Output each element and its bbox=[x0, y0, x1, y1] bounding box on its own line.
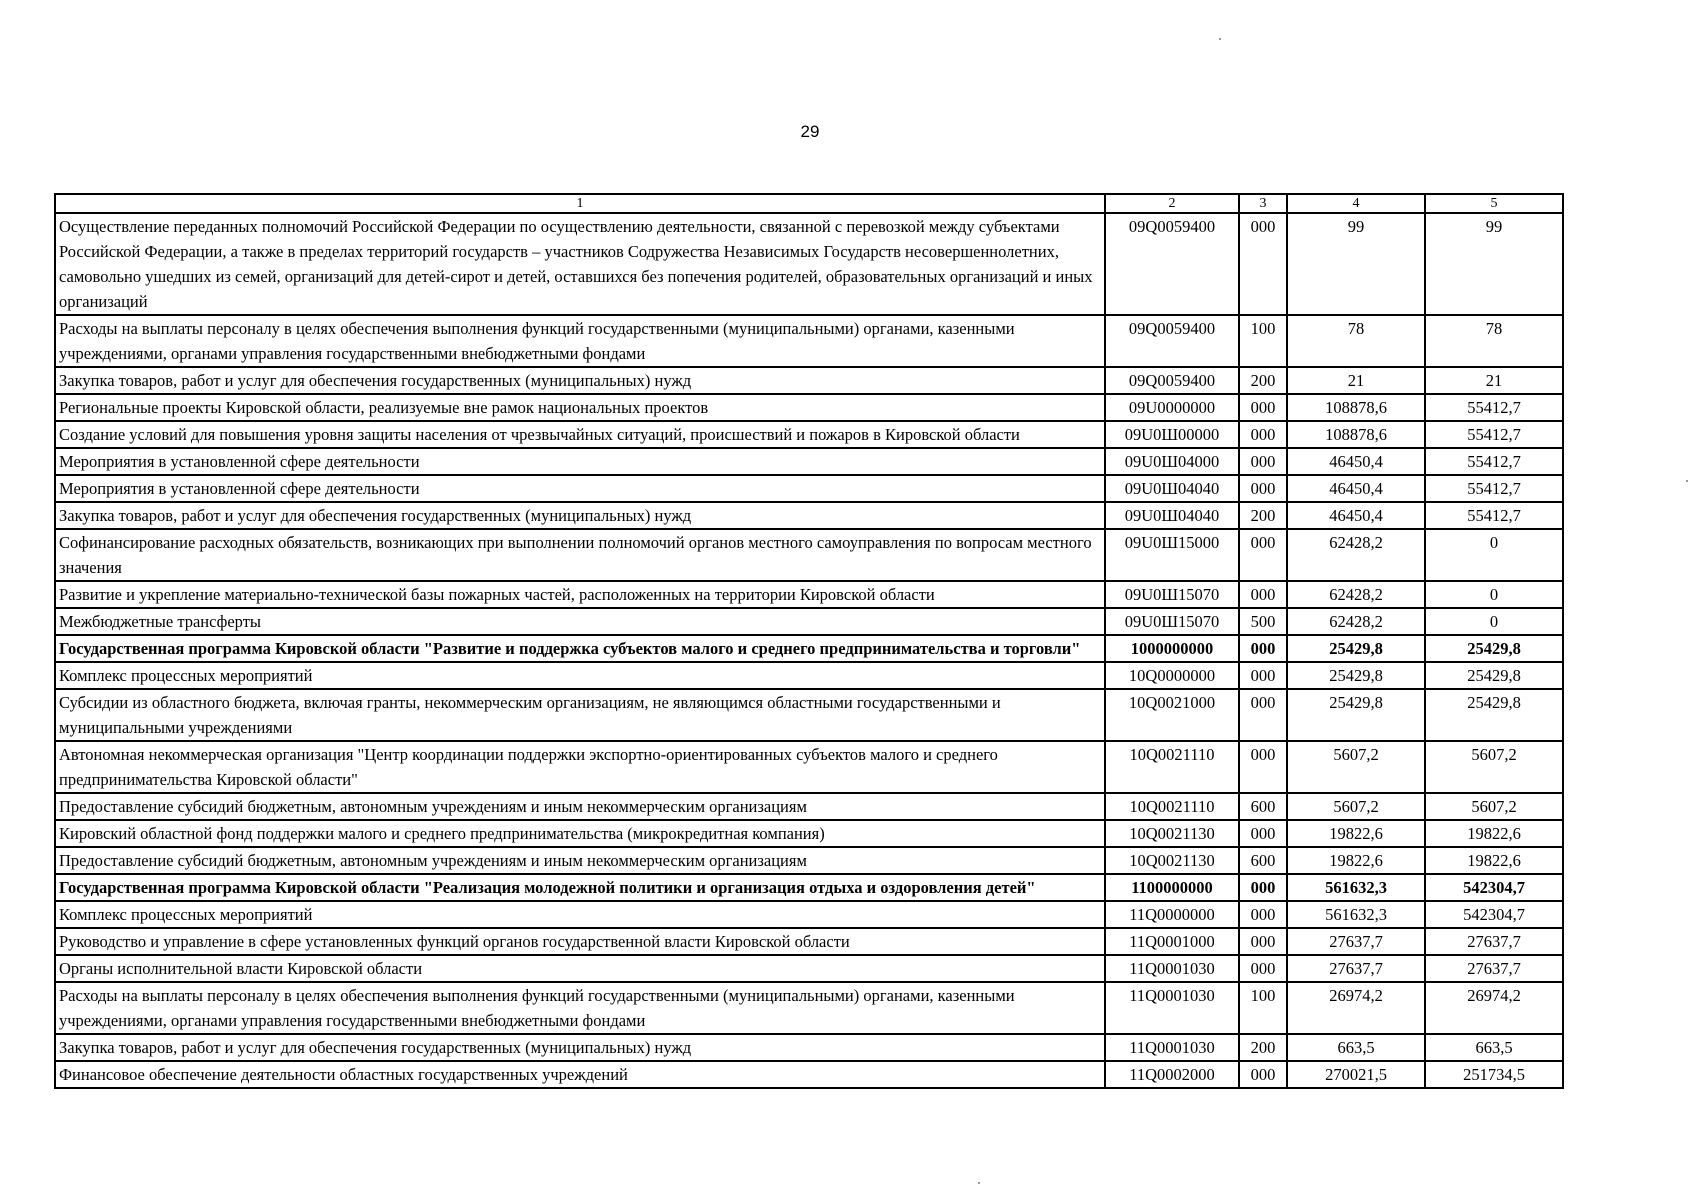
table-row bbox=[55, 741, 1563, 793]
table-row bbox=[55, 394, 1563, 421]
table-row bbox=[55, 982, 1563, 1034]
amount-year-2-cell: 99 bbox=[1425, 213, 1563, 315]
target-code-cell: 10Q0021130 bbox=[1105, 847, 1239, 874]
row-name-cell: Софинансирование расходных обязательств, возникающих при выполнении полномочий органов местного самоуправления по вопросам местного значения bbox=[55, 529, 1105, 581]
amount-year-1-cell: 561632,3 bbox=[1287, 901, 1425, 928]
table-row bbox=[55, 1034, 1563, 1061]
target-code-cell: 09U0Ш04040 bbox=[1105, 502, 1239, 529]
expense-type-cell: 000 bbox=[1239, 475, 1287, 502]
row-name-cell: Межбюджетные трансферты bbox=[55, 608, 1105, 635]
amount-year-2-cell: 663,5 bbox=[1425, 1034, 1563, 1061]
table-row bbox=[55, 928, 1563, 955]
column-header-2: 2 bbox=[1105, 194, 1239, 213]
table-row bbox=[55, 662, 1563, 689]
expense-type-cell: 000 bbox=[1239, 689, 1287, 741]
row-name-cell: Расходы на выплаты персоналу в целях обеспечения выполнения функций государственными (муниципальными) органами, казенными учреждениями, органами управления государственными внебюджетными фондами bbox=[55, 982, 1105, 1034]
table-row bbox=[55, 847, 1563, 874]
amount-year-1-cell: 19822,6 bbox=[1287, 820, 1425, 847]
amount-year-2-cell: 0 bbox=[1425, 529, 1563, 581]
row-name-cell: Создание условий для повышения уровня защиты населения от чрезвычайных ситуаций, происшествий и пожаров в Кировской области bbox=[55, 421, 1105, 448]
row-name-cell: Комплекс процессных мероприятий bbox=[55, 662, 1105, 689]
target-code-cell: 09U0Ш00000 bbox=[1105, 421, 1239, 448]
amount-year-2-cell: 542304,7 bbox=[1425, 901, 1563, 928]
amount-year-1-cell: 663,5 bbox=[1287, 1034, 1425, 1061]
row-name-cell: Органы исполнительной власти Кировской области bbox=[55, 955, 1105, 982]
target-code-cell: 10Q0021000 bbox=[1105, 689, 1239, 741]
amount-year-2-cell: 55412,7 bbox=[1425, 502, 1563, 529]
expense-type-cell: 000 bbox=[1239, 820, 1287, 847]
table-row bbox=[55, 213, 1563, 315]
amount-year-1-cell: 108878,6 bbox=[1287, 394, 1425, 421]
amount-year-2-cell: 55412,7 bbox=[1425, 475, 1563, 502]
expense-type-cell: 000 bbox=[1239, 1061, 1287, 1088]
amount-year-1-cell: 5607,2 bbox=[1287, 793, 1425, 820]
expense-type-cell: 000 bbox=[1239, 529, 1287, 581]
expense-type-cell: 000 bbox=[1239, 394, 1287, 421]
target-code-cell: 1000000000 bbox=[1105, 635, 1239, 662]
amount-year-1-cell: 21 bbox=[1287, 367, 1425, 394]
table-row bbox=[55, 367, 1563, 394]
scan-speck bbox=[1219, 38, 1221, 40]
row-name-cell: Развитие и укрепление материально-технической базы пожарных частей, расположенных на территории Кировской области bbox=[55, 581, 1105, 608]
expense-type-cell: 000 bbox=[1239, 955, 1287, 982]
target-code-cell: 09U0Ш04040 bbox=[1105, 475, 1239, 502]
amount-year-2-cell: 55412,7 bbox=[1425, 448, 1563, 475]
amount-year-2-cell: 25429,8 bbox=[1425, 662, 1563, 689]
target-code-cell: 09Q0059400 bbox=[1105, 315, 1239, 367]
amount-year-2-cell: 25429,8 bbox=[1425, 689, 1563, 741]
expense-type-cell: 000 bbox=[1239, 581, 1287, 608]
amount-year-2-cell: 27637,7 bbox=[1425, 928, 1563, 955]
scan-speck bbox=[1686, 480, 1688, 482]
table-body bbox=[55, 213, 1563, 1088]
expense-type-cell: 200 bbox=[1239, 502, 1287, 529]
expense-type-cell: 200 bbox=[1239, 367, 1287, 394]
target-code-cell: 10Q0021110 bbox=[1105, 793, 1239, 820]
table-row bbox=[55, 820, 1563, 847]
row-name-cell: Осуществление переданных полномочий Российской Федерации по осуществлению деятельности, связанной с перевозкой между субъектами Российской Федерации, а также в пределах территорий государств – участников Содружества Независимых Государств несовершеннолетних, самовольно ушедших из семей, организаций для детей-сирот и детей, оставшихся без попечения родителей, образовательных организаций и иных организаций bbox=[55, 213, 1105, 315]
table-row bbox=[55, 955, 1563, 982]
amount-year-2-cell: 5607,2 bbox=[1425, 793, 1563, 820]
row-name-cell: Кировский областной фонд поддержки малого и среднего предпринимательства (микрокредитная компания) bbox=[55, 820, 1105, 847]
amount-year-2-cell: 55412,7 bbox=[1425, 421, 1563, 448]
table-row bbox=[55, 689, 1563, 741]
expense-type-cell: 100 bbox=[1239, 315, 1287, 367]
table-header bbox=[55, 194, 1563, 213]
target-code-cell: 1100000000 bbox=[1105, 874, 1239, 901]
expense-type-cell: 000 bbox=[1239, 213, 1287, 315]
amount-year-1-cell: 46450,4 bbox=[1287, 475, 1425, 502]
column-header-1: 1 bbox=[55, 194, 1105, 213]
amount-year-1-cell: 561632,3 bbox=[1287, 874, 1425, 901]
table-row bbox=[55, 608, 1563, 635]
row-name-cell: Государственная программа Кировской области "Развитие и поддержка субъектов малого и среднего предпринимательства и торговли" bbox=[55, 635, 1105, 662]
expense-type-cell: 600 bbox=[1239, 847, 1287, 874]
target-code-cell: 11Q0001000 bbox=[1105, 928, 1239, 955]
amount-year-2-cell: 251734,5 bbox=[1425, 1061, 1563, 1088]
column-header-3: 3 bbox=[1239, 194, 1287, 213]
amount-year-1-cell: 46450,4 bbox=[1287, 448, 1425, 475]
table-row bbox=[55, 793, 1563, 820]
target-code-cell: 09U0Ш04000 bbox=[1105, 448, 1239, 475]
row-name-cell: Закупка товаров, работ и услуг для обеспечения государственных (муниципальных) нужд bbox=[55, 1034, 1105, 1061]
amount-year-1-cell: 62428,2 bbox=[1287, 608, 1425, 635]
amount-year-1-cell: 25429,8 bbox=[1287, 689, 1425, 741]
row-name-cell: Государственная программа Кировской области "Реализация молодежной политики и организация отдыха и оздоровления детей" bbox=[55, 874, 1105, 901]
amount-year-2-cell: 27637,7 bbox=[1425, 955, 1563, 982]
row-name-cell: Мероприятия в установленной сфере деятельности bbox=[55, 448, 1105, 475]
amount-year-2-cell: 21 bbox=[1425, 367, 1563, 394]
table-row bbox=[55, 475, 1563, 502]
amount-year-1-cell: 62428,2 bbox=[1287, 529, 1425, 581]
expense-type-cell: 000 bbox=[1239, 448, 1287, 475]
target-code-cell: 09U0Ш15070 bbox=[1105, 608, 1239, 635]
amount-year-1-cell: 27637,7 bbox=[1287, 928, 1425, 955]
amount-year-2-cell: 5607,2 bbox=[1425, 741, 1563, 793]
column-header-4: 4 bbox=[1287, 194, 1425, 213]
target-code-cell: 11Q0001030 bbox=[1105, 982, 1239, 1034]
scan-speck bbox=[978, 1182, 980, 1184]
amount-year-2-cell: 55412,7 bbox=[1425, 394, 1563, 421]
row-name-cell: Руководство и управление в сфере установленных функций органов государственной власти Кировской области bbox=[55, 928, 1105, 955]
target-code-cell: 11Q0000000 bbox=[1105, 901, 1239, 928]
target-code-cell: 11Q0001030 bbox=[1105, 1034, 1239, 1061]
expense-type-cell: 000 bbox=[1239, 635, 1287, 662]
amount-year-2-cell: 25429,8 bbox=[1425, 635, 1563, 662]
page-number: 29 bbox=[800, 122, 820, 141]
amount-year-2-cell: 0 bbox=[1425, 608, 1563, 635]
table-row bbox=[55, 1061, 1563, 1088]
expense-type-cell: 200 bbox=[1239, 1034, 1287, 1061]
expense-type-cell: 600 bbox=[1239, 793, 1287, 820]
row-name-cell: Закупка товаров, работ и услуг для обеспечения государственных (муниципальных) нужд bbox=[55, 502, 1105, 529]
amount-year-1-cell: 25429,8 bbox=[1287, 662, 1425, 689]
row-name-cell: Автономная некоммерческая организация "Центр координации поддержки экспортно-ориентированных субъектов малого и среднего предпринимательства Кировской области" bbox=[55, 741, 1105, 793]
target-code-cell: 09U0Ш15000 bbox=[1105, 529, 1239, 581]
amount-year-2-cell: 0 bbox=[1425, 581, 1563, 608]
table-row bbox=[55, 502, 1563, 529]
amount-year-1-cell: 46450,4 bbox=[1287, 502, 1425, 529]
expense-type-cell: 500 bbox=[1239, 608, 1287, 635]
table-row bbox=[55, 315, 1563, 367]
expense-type-cell: 000 bbox=[1239, 928, 1287, 955]
row-name-cell: Предоставление субсидий бюджетным, автономным учреждениям и иным некоммерческим организациям bbox=[55, 793, 1105, 820]
expense-type-cell: 100 bbox=[1239, 982, 1287, 1034]
row-name-cell: Расходы на выплаты персоналу в целях обеспечения выполнения функций государственными (муниципальными) органами, казенными учреждениями, органами управления государственными внебюджетными фондами bbox=[55, 315, 1105, 367]
expense-type-cell: 000 bbox=[1239, 662, 1287, 689]
row-name-cell: Региональные проекты Кировской области, реализуемые вне рамок национальных проектов bbox=[55, 394, 1105, 421]
expense-type-cell: 000 bbox=[1239, 874, 1287, 901]
budget-table bbox=[54, 193, 1564, 1089]
amount-year-1-cell: 270021,5 bbox=[1287, 1061, 1425, 1088]
row-name-cell: Предоставление субсидий бюджетным, автономным учреждениям и иным некоммерческим организациям bbox=[55, 847, 1105, 874]
table-row bbox=[55, 421, 1563, 448]
amount-year-2-cell: 19822,6 bbox=[1425, 847, 1563, 874]
amount-year-1-cell: 99 bbox=[1287, 213, 1425, 315]
row-name-cell: Закупка товаров, работ и услуг для обеспечения государственных (муниципальных) нужд bbox=[55, 367, 1105, 394]
table-row bbox=[55, 581, 1563, 608]
amount-year-1-cell: 62428,2 bbox=[1287, 581, 1425, 608]
column-number-row bbox=[55, 194, 1563, 213]
expense-type-cell: 000 bbox=[1239, 901, 1287, 928]
target-code-cell: 11Q0001030 bbox=[1105, 955, 1239, 982]
target-code-cell: 09Q0059400 bbox=[1105, 213, 1239, 315]
target-code-cell: 09U0000000 bbox=[1105, 394, 1239, 421]
amount-year-1-cell: 108878,6 bbox=[1287, 421, 1425, 448]
table-row bbox=[55, 874, 1563, 901]
table-row bbox=[55, 448, 1563, 475]
target-code-cell: 10Q0021130 bbox=[1105, 820, 1239, 847]
expense-type-cell: 000 bbox=[1239, 741, 1287, 793]
target-code-cell: 09U0Ш15070 bbox=[1105, 581, 1239, 608]
row-name-cell: Мероприятия в установленной сфере деятельности bbox=[55, 475, 1105, 502]
amount-year-1-cell: 19822,6 bbox=[1287, 847, 1425, 874]
row-name-cell: Финансовое обеспечение деятельности областных государственных учреждений bbox=[55, 1061, 1105, 1088]
row-name-cell: Комплекс процессных мероприятий bbox=[55, 901, 1105, 928]
table-row bbox=[55, 529, 1563, 581]
table-row bbox=[55, 901, 1563, 928]
amount-year-2-cell: 78 bbox=[1425, 315, 1563, 367]
target-code-cell: 10Q0000000 bbox=[1105, 662, 1239, 689]
amount-year-1-cell: 27637,7 bbox=[1287, 955, 1425, 982]
target-code-cell: 10Q0021110 bbox=[1105, 741, 1239, 793]
amount-year-1-cell: 78 bbox=[1287, 315, 1425, 367]
amount-year-2-cell: 542304,7 bbox=[1425, 874, 1563, 901]
row-name-cell: Субсидии из областного бюджета, включая гранты, некоммерческим организациям, не являющимся областными государственными и муниципальными учреждениями bbox=[55, 689, 1105, 741]
amount-year-1-cell: 5607,2 bbox=[1287, 741, 1425, 793]
target-code-cell: 11Q0002000 bbox=[1105, 1061, 1239, 1088]
target-code-cell: 09Q0059400 bbox=[1105, 367, 1239, 394]
expense-type-cell: 000 bbox=[1239, 421, 1287, 448]
amount-year-1-cell: 26974,2 bbox=[1287, 982, 1425, 1034]
column-header-5: 5 bbox=[1425, 194, 1563, 213]
table-row bbox=[55, 635, 1563, 662]
amount-year-2-cell: 26974,2 bbox=[1425, 982, 1563, 1034]
amount-year-2-cell: 19822,6 bbox=[1425, 820, 1563, 847]
amount-year-1-cell: 25429,8 bbox=[1287, 635, 1425, 662]
